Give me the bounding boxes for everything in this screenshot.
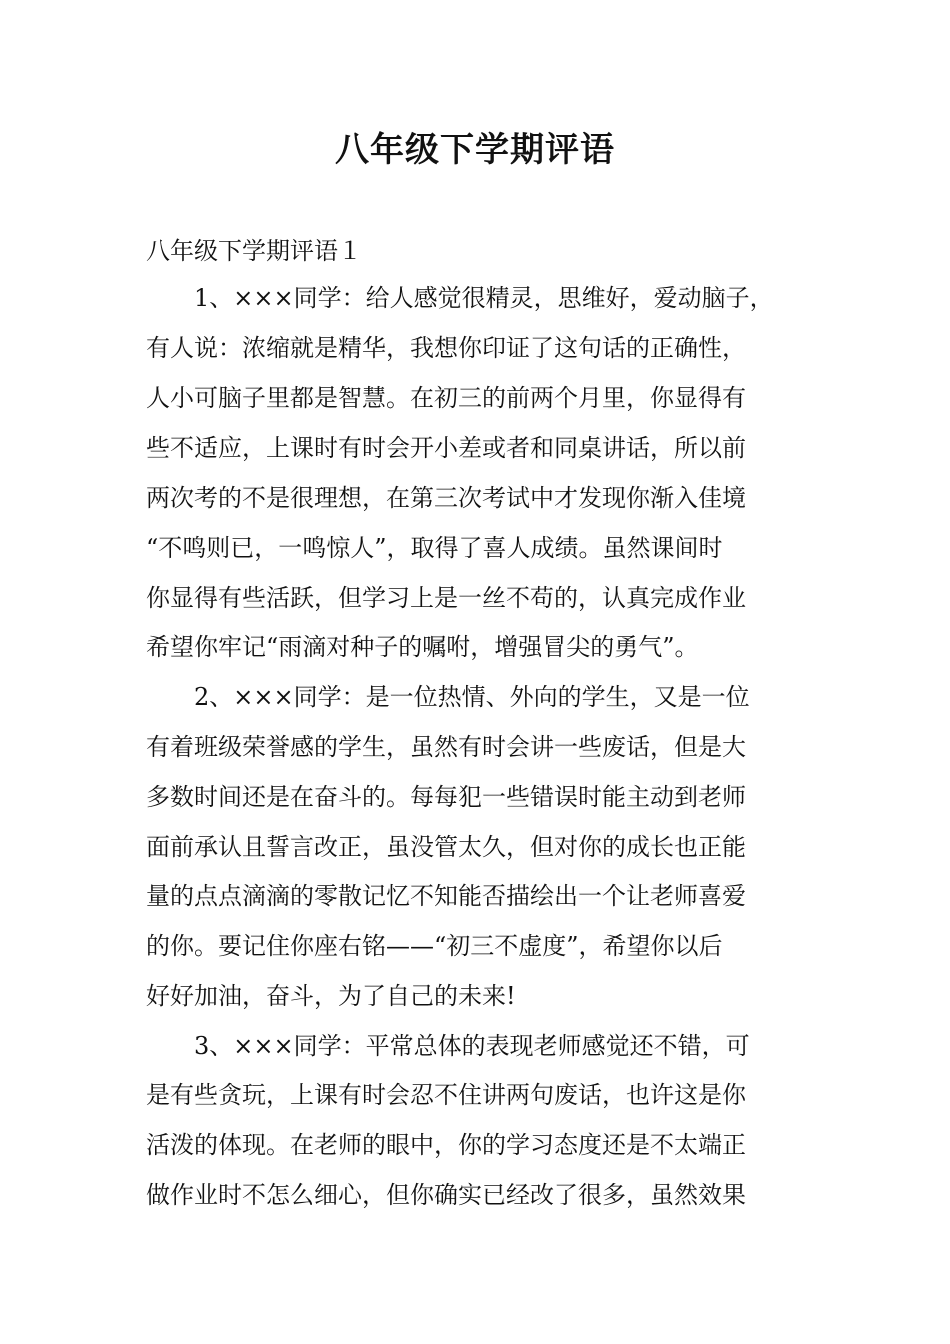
paragraph-line: 做作业时不怎么细心，但你确实已经改了很多，虽然效果 <box>146 1181 746 1209</box>
paragraph-line: 你显得有些活跃，但学习上是一丝不苟的，认真完成作业 <box>146 584 746 612</box>
paragraph-line: 希望你牢记“雨滴对种子的嘱咐，增强冒尖的勇气”。 <box>146 633 699 661</box>
paragraph-line: 有着班级荣誉感的学生，虽然有时会讲一些废话，但是大 <box>146 733 746 761</box>
paragraph-line: 面前承认且誓言改正，虽没管太久，但对你的成长也正能 <box>146 833 746 861</box>
section-heading: 八年级下学期评语１ <box>146 237 362 265</box>
paragraph-line: 两次考的不是很理想，在第三次考试中才发现你渐入佳境 <box>146 484 746 512</box>
paragraph-line: 人小可脑子里都是智慧。在初三的前两个月里，你显得有 <box>146 384 746 412</box>
paragraph-line: 1、×××同学：给人感觉很精灵，思维好，爱动脑子， <box>194 284 774 312</box>
paragraph-line: 些不适应，上课时有时会开小差或者和同桌讲话，所以前 <box>146 434 746 462</box>
document-title: 八年级下学期评语 <box>335 130 615 170</box>
paragraph-line: 好好加油，奋斗，为了自己的未来! <box>146 982 516 1010</box>
paragraph-line: 3、×××同学：平常总体的表现老师感觉还不错，可 <box>194 1032 750 1060</box>
paragraph-line: 是有些贪玩，上课有时会忍不住讲两句废话，也许这是你 <box>146 1081 746 1109</box>
paragraph-line: 多数时间还是在奋斗的。每每犯一些错误时能主动到老师 <box>146 783 746 811</box>
paragraph-line: 2、×××同学：是一位热情、外向的学生，又是一位 <box>194 683 750 711</box>
paragraph-line: 量的点点滴滴的零散记忆不知能否描绘出一个让老师喜爱 <box>146 882 746 910</box>
paragraph-line: 有人说：浓缩就是精华，我想你印证了这句话的正确性， <box>146 334 746 362</box>
paragraph-line: 的你。要记住你座右铭——“初三不虚度”，希望你以后 <box>146 932 723 960</box>
paragraph-line: “不鸣则已，一鸣惊人”，取得了喜人成绩。虽然课间时 <box>146 534 723 562</box>
paragraph-line: 活泼的体现。在老师的眼中，你的学习态度还是不太端正 <box>146 1131 746 1159</box>
